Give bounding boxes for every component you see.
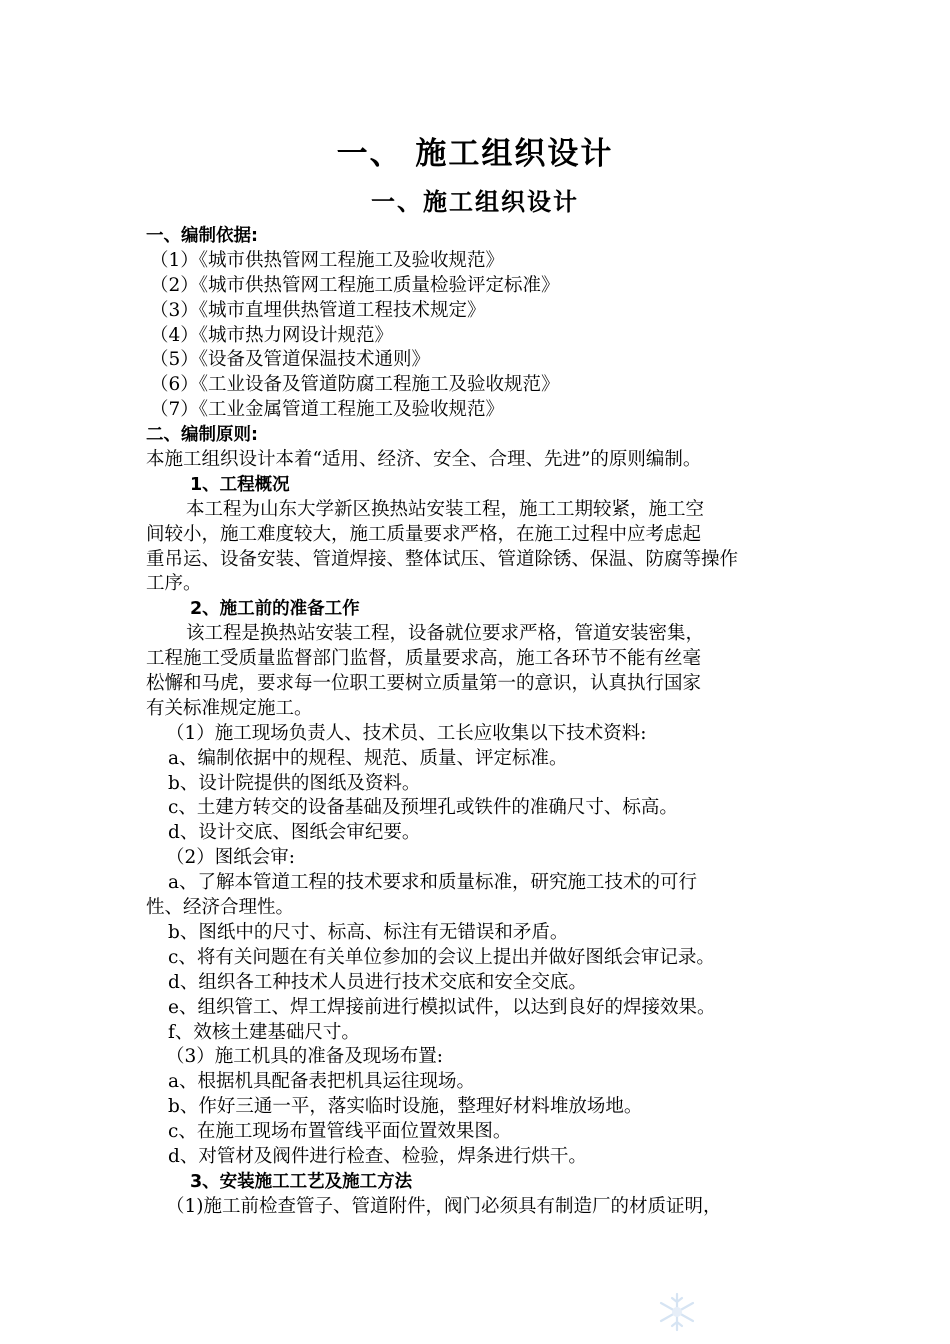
reference-item: （2）《城市供热管网工程施工质量检验评定标准》 [150, 274, 560, 296]
principles-text: 本施工组织设计本着“适用、经济、安全、合理、先进”的原则编制。 [146, 449, 702, 471]
paragraph-line: 松懈和马虎，要求每一位职工要树立质量第一的意识，认真执行国家 [146, 673, 702, 695]
list-item: a、了解本管道工程的技术要求和质量标准，研究施工技术的可行 [168, 872, 698, 894]
heading-principles: 二、编制原则: [146, 425, 258, 446]
paragraph-line: 该工程是换热站安装工程，设备就位要求严格，管道安装密集， [186, 623, 705, 645]
list-item: d、对管材及阀件进行检查、检验，焊条进行烘干。 [168, 1145, 587, 1167]
reference-item: （4）《城市热力网设计规范》 [150, 324, 394, 346]
list-item: d、设计交底、图纸会审纪要。 [168, 822, 421, 844]
heading-basis: 一、编制依据: [146, 226, 258, 246]
subheading-preparation: 2、施工前的准备工作 [190, 599, 360, 620]
subheading-overview: 1、工程概况 [190, 474, 290, 495]
paragraph-line: 工序。 [146, 573, 202, 595]
step-heading: （1)施工前检查管子、管道附件，阀门必须具有制造厂的材质证明， [166, 1195, 722, 1217]
list-item: c、将有关问题在有关单位参加的会议上提出并做好图纸会审记录。 [168, 946, 715, 968]
list-item: b、设计院提供的图纸及资料。 [168, 772, 421, 794]
paragraph-line: 重吊运、设备安装、管道焊接、整体试压、管道除锈、保温、防腐等操作 [146, 548, 739, 570]
step-heading: （2）图纸会审: [166, 847, 296, 869]
subheading-installation: 3、安装施工工艺及施工方法 [190, 1171, 413, 1192]
list-item: a、根据机具配备表把机具运往现场。 [168, 1071, 476, 1093]
list-item: c、在施工现场布置管线平面位置效果图。 [168, 1121, 512, 1143]
paragraph-line: 间较小，施工难度较大，施工质量要求严格，在施工过程中应考虑起 [146, 523, 702, 545]
list-item: b、图纸中的尺寸、标高、标注有无错误和矛盾。 [168, 921, 569, 943]
step-heading: （3）施工机具的准备及现场布置: [166, 1046, 444, 1068]
main-title: 一、 施工组织设计 [336, 136, 614, 172]
body-text [146, 224, 818, 1220]
paragraph-line: 工程施工受质量监督部门监督，质量要求高，施工各环节不能有丝毫 [146, 648, 702, 670]
reference-item: （7）《工业金属管道工程施工及验收规范》 [150, 399, 505, 421]
snowflake-watermark-icon [652, 1290, 702, 1334]
list-item: e、组织管工、焊工焊接前进行模拟试件，以达到良好的焊接效果。 [168, 996, 716, 1018]
list-item: f、效核土建基础尺寸。 [168, 1021, 360, 1043]
list-item-continuation: 性、经济合理性。 [146, 897, 295, 919]
reference-item: （5）《设备及管道保温技术通则》 [150, 349, 431, 371]
reference-item: （6）《工业设备及管道防腐工程施工及验收规范》 [150, 374, 560, 396]
paragraph-line: 有关标准规定施工。 [146, 697, 313, 719]
list-item: b、作好三通一平，落实临时设施，整理好材料堆放场地。 [168, 1096, 643, 1118]
paragraph-line: 本工程为山东大学新区换热站安装工程，施工工期较紧，施工空 [186, 498, 705, 520]
list-item: c、土建方转交的设备基础及预埋孔或铁件的准确尺寸、标高。 [168, 797, 678, 819]
reference-item: （1）《城市供热管网工程施工及验收规范》 [150, 249, 505, 271]
list-item: d、组织各工种技术人员进行技术交底和安全交底。 [168, 971, 587, 993]
reference-item: （3）《城市直埋供热管道工程技术规定》 [150, 299, 486, 321]
section-title: 一、施工组织设计 [371, 188, 579, 216]
step-heading: （1）施工现场负责人、技术员、工长应收集以下技术资料: [166, 722, 647, 744]
list-item: a、编制依据中的规程、规范、质量、评定标准。 [168, 747, 568, 769]
